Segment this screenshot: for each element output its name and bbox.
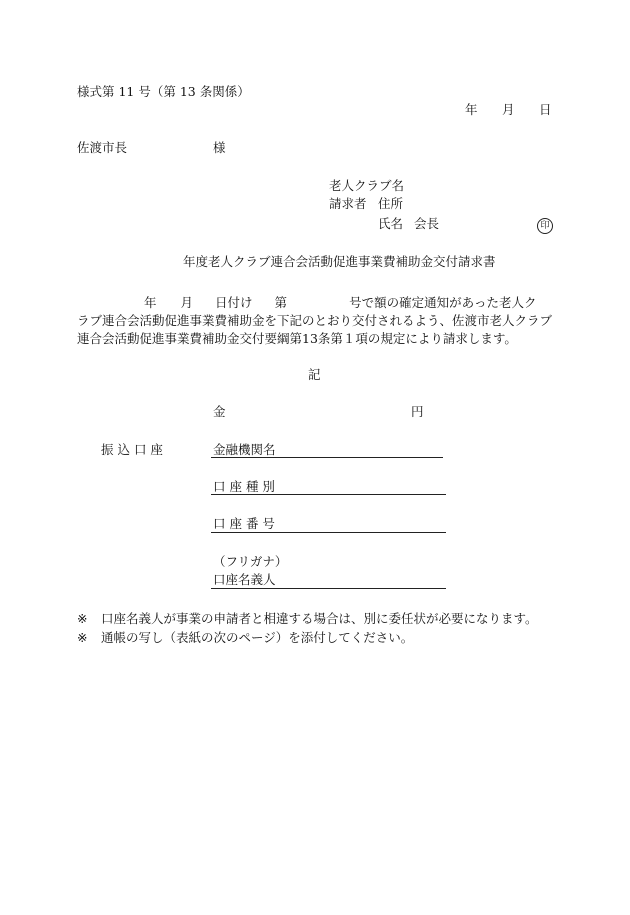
chair-label: 会長 — [414, 216, 440, 231]
date-year-label: 年 — [465, 102, 478, 117]
body-number-prefix: 第 — [274, 295, 288, 310]
ki-heading: 記 — [308, 367, 321, 382]
note-2-text: 通帳の写し（表紙の次のページ）を添付してください。 — [101, 630, 414, 645]
account-type-line — [211, 494, 446, 495]
institution-line — [211, 457, 443, 458]
note-1-text: 口座名義人が事業の申請者と相違する場合は、別に委任状が必要になります。 — [101, 611, 538, 626]
addressee-name: 佐渡市長 — [77, 140, 128, 155]
name-label: 氏名 — [378, 216, 404, 231]
address-label: 住所 — [378, 196, 404, 211]
body-line3: 連合会活動促進事業費補助金交付要綱第13条第１項の規定により請求します。 — [77, 331, 517, 346]
seal-mark: 印 — [537, 218, 553, 234]
account-number-line — [211, 532, 446, 533]
account-type-label: 口 座 種 別 — [213, 479, 275, 494]
date-day-label: 日 — [539, 102, 552, 117]
document-title: 年度老人クラブ連合会活動促進事業費補助金交付請求書 — [183, 254, 496, 269]
addressee-honorific: 様 — [213, 140, 226, 155]
account-number-label: 口 座 番 号 — [213, 516, 275, 531]
amount-label: 金 — [213, 404, 226, 419]
body-line2: ラブ連合会活動促進事業費補助金を下記のとおり交付されるよう、佐渡市老人クラブ — [77, 313, 553, 328]
claimant-label: 請求者 — [329, 196, 367, 211]
bank-section-label: 振 込 口 座 — [101, 442, 163, 457]
account-holder-line — [211, 588, 446, 589]
account-holder-label: 口座名義人 — [213, 572, 276, 587]
furigana-label: （フリガナ） — [213, 554, 288, 569]
note-2-mark: ※ — [77, 630, 88, 645]
body-month-label: 月 — [180, 295, 194, 310]
body-paragraph — [77, 294, 555, 348]
note-1-mark: ※ — [77, 611, 88, 626]
body-year-label: 年 — [144, 295, 157, 310]
club-name-label: 老人クラブ名 — [329, 178, 405, 193]
form-number: 様式第 11 号（第 13 条関係） — [77, 84, 250, 99]
amount-unit: 円 — [411, 404, 424, 419]
body-date-suffix: 日付け — [215, 295, 253, 310]
institution-label: 金融機関名 — [213, 442, 276, 457]
date-month-label: 月 — [502, 102, 515, 117]
body-line1-tail: 号で額の確定通知があった老人ク — [349, 295, 537, 310]
